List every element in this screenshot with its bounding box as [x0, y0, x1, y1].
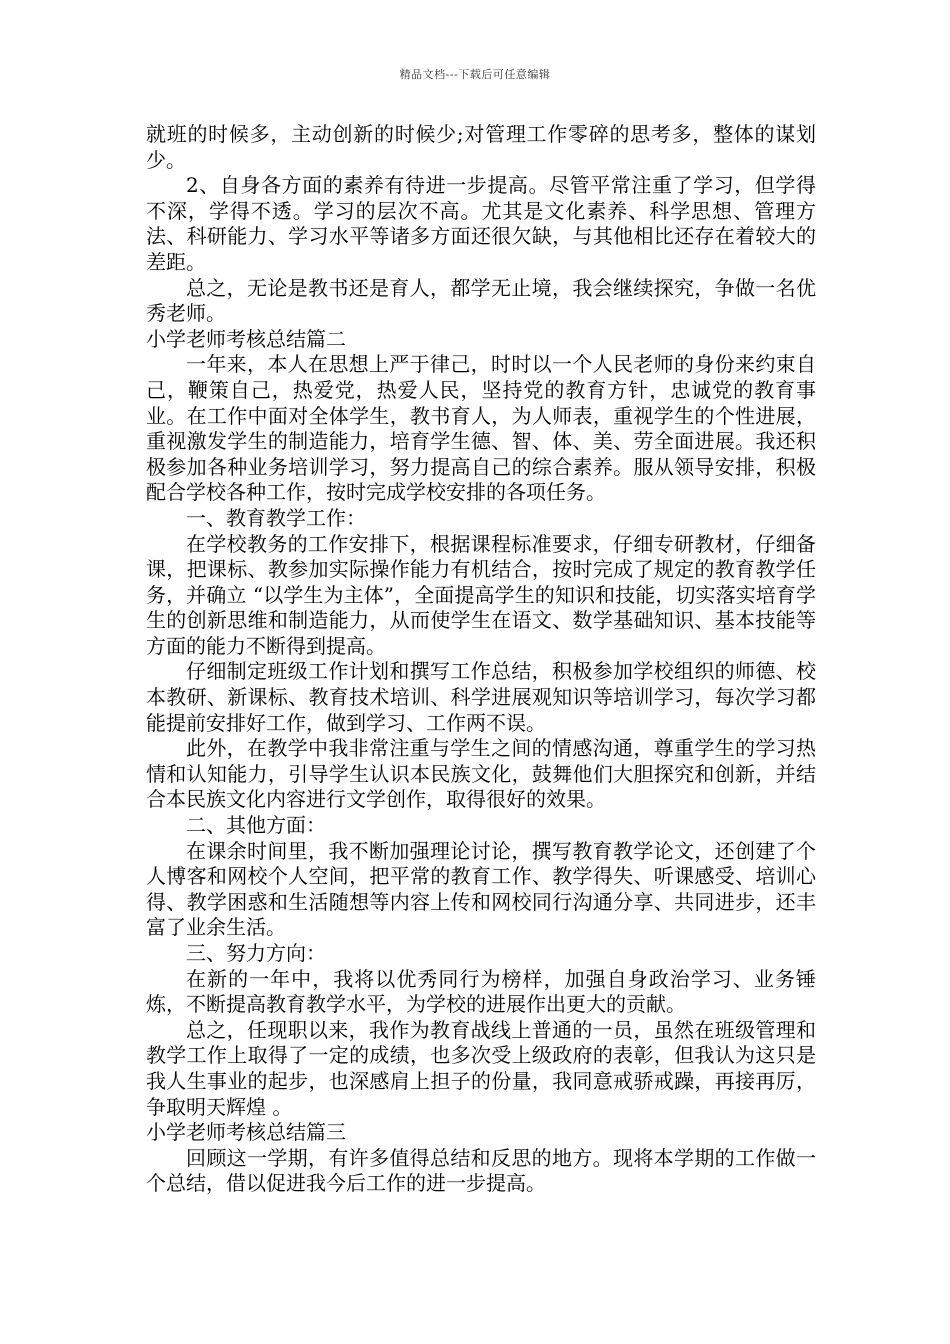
- paragraph: 就班的时候多，主动创新的时候少;对管理工作零碎的思考多，整体的谋划少。: [146, 122, 816, 172]
- paragraph: 此外，在教学中我非常注重与学生之间的情感沟通，尊重学生的学习热情和认知能力，引导学生认识本民族文化，鼓舞他们大胆探究和创新，并结合本民族文化内容进行文学创作，取得很好的效果。: [146, 736, 816, 812]
- paragraph: 仔细制定班级工作计划和撰写工作总结，积极参加学校组织的师德、校本教研、新课标、教育技术培训、科学进展观知识等培训学习，每次学习都能提前安排好工作，做到学习、工作两不误。: [146, 659, 816, 735]
- paragraph: 总之，无论是教书还是育人，都学无止境，我会继续探究，争做一名优秀老师。: [146, 275, 816, 326]
- paragraph: 总之，任现职以来，我作为教育战线上普通的一员，虽然在班级管理和教学工作上取得了一定的成绩，也多次受上级政府的表彰，但我认为这只是我人生事业的起步，也深感肩上担子的份量，我同意戒骄戒躁，再接再厉，争取明天辉煌 。: [146, 1017, 816, 1119]
- paragraph: 在学校教务的工作安排下，根据课程标准要求，仔细专研教材，仔细备课，把课标、教参加实际操作能力有机结合，按时完成了规定的教育教学任务，并确立 “以学生为主体”，全面提高学生的知识和技能，切实落实培育学生的创新思维和制造能力，从而使学生在语文、数学基础知识、基本技能等方面的能力不断得到提高。: [146, 531, 816, 658]
- document-body: [146, 122, 816, 1197]
- paragraph: 在新的一年中，我将以优秀同行为榜样，加强自身政治学习、业务锤炼，不断提高教育教学水平，为学校的进展作出更大的贡献。: [146, 966, 816, 1017]
- section-heading: 小学老师考核总结篇三: [146, 1120, 346, 1145]
- page-header: 精品文档---下载后可任意编辑: [399, 68, 551, 81]
- subsection-heading: 二、其他方面：: [186, 813, 326, 838]
- subsection-heading: 一、教育教学工作：: [186, 505, 366, 530]
- paragraph: 一年来，本人在思想上严于律己，时时以一个人民老师的身份来约束自己，鞭策自己，热爱党，热爱人民，坚持党的教育方针，忠诚党的教育事业。在工作中面对全体学生，教书育人，为人师表，重视学生的个性进展，重视激发学生的制造能力，培育学生德、智、体、美、劳全面进展。我还积极参加各种业务培训学习，努力提高自己的综合素养。服从领导安排，积极配合学校各种工作，按时完成学校安排的各项任务。: [146, 352, 816, 505]
- paragraph: 2、自身各方面的素养有待进一步提高。尽管平常注重了学习，但学得不深，学得不透。学习的层次不高。尤其是文化素养、科学思想、管理方法、科研能力、学习水平等诸多方面还很欠缺，与其他相比还存在着较大的差距。: [146, 173, 816, 274]
- section-heading: 小学老师考核总结篇二: [146, 326, 346, 351]
- paragraph: 在课余时间里，我不断加强理论讨论，撰写教育教学论文，还创建了个人博客和网校个人空间，把平常的教育工作、教学得失、听课感受、培训心得、教学困惑和生活随想等内容上传和网校同行沟通分享、共同进步，还丰富了业余生活。: [146, 838, 816, 940]
- subsection-heading: 三、努力方向：: [186, 941, 326, 965]
- paragraph: 回顾这一学期，有许多值得总结和反思的地方。现将本学期的工作做一个总结，借以促进我今后工作的进一步提高。: [146, 1145, 816, 1196]
